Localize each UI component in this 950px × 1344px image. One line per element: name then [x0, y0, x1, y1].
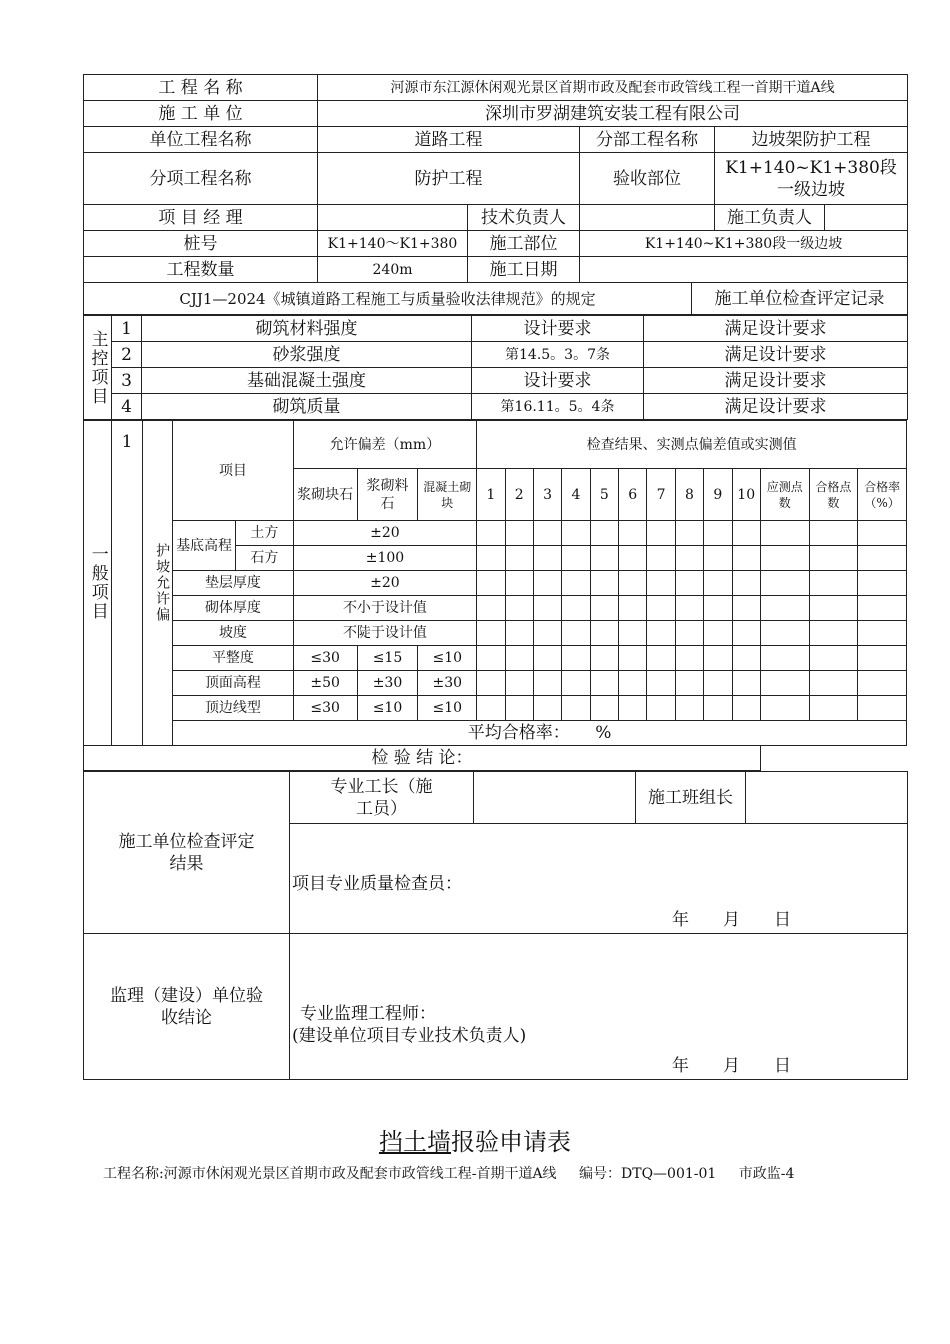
col-point: 1: [477, 469, 505, 521]
subitem: 防护工程: [318, 153, 580, 205]
col-rate: 合格率（%）: [858, 469, 907, 521]
row-tol-2: ±30: [357, 671, 418, 696]
mc-result: 满足设计要求: [644, 394, 908, 420]
mc-result: 满足设计要求: [644, 316, 908, 342]
row-group: 基底高程: [173, 521, 236, 571]
date-value[interactable]: [580, 257, 908, 283]
acceptance-part-label: 验收部位: [580, 153, 715, 205]
row-name: 砌体厚度: [173, 596, 294, 621]
row-tol-1: ≤30: [293, 646, 357, 671]
general-no: 1: [112, 421, 142, 746]
col-tolerance: 允许偏差（mm）: [293, 421, 476, 469]
pm-label: 项 目 经 理: [84, 205, 318, 231]
mc-no: 2: [112, 342, 142, 368]
mc-no: 3: [112, 368, 142, 394]
contractor: 深圳市罗湖建筑安装工程有限公司: [318, 101, 908, 127]
row-name: 土方: [235, 521, 293, 546]
row-tol-3: ≤10: [418, 646, 477, 671]
row-name: 顶面高程: [173, 671, 294, 696]
row-tol-1: ≤30: [293, 696, 357, 721]
station-label: 桩号: [84, 231, 318, 257]
col-point: 10: [732, 469, 760, 521]
col-point: 4: [562, 469, 590, 521]
form-title-rest: 报验申请表: [451, 1128, 571, 1156]
project-name-label: 工 程 名 称: [84, 75, 318, 101]
inspection-form: [83, 74, 907, 1080]
col-item: 项目: [173, 421, 294, 521]
foreman-label: 专业工长（施工员）: [290, 772, 474, 824]
col-point: 2: [505, 469, 533, 521]
main-control-label: 主控项目: [84, 316, 112, 420]
mc-no: 1: [112, 316, 142, 342]
record-label: 施工单位检查评定记录: [692, 283, 908, 315]
col-type-1: 浆砌块石: [293, 469, 357, 521]
form-title: [0, 1122, 950, 1157]
footer-number: 编号：DTQ—001-01: [579, 1166, 717, 1182]
mc-name: 砂浆强度: [142, 342, 472, 368]
supervision-area[interactable]: [290, 934, 908, 1080]
project-info-table: [83, 74, 908, 315]
date-line-2: 年 月 日: [672, 1056, 791, 1076]
row-name: 顶边线型: [173, 696, 294, 721]
col-point: 6: [619, 469, 647, 521]
row-name: 平整度: [173, 646, 294, 671]
contractor-label: 施 工 单 位: [84, 101, 318, 127]
quantity: 240m: [318, 257, 468, 283]
qc-inspector-label: 项目专业质量检查员：: [292, 874, 462, 894]
mc-result: 满足设计要求: [644, 368, 908, 394]
tech-lead-label: 技术负责人: [468, 205, 580, 231]
mc-name: 基础混凝土强度: [142, 368, 472, 394]
mc-name: 砌筑质量: [142, 394, 472, 420]
col-should: 应测点数: [760, 469, 809, 521]
standard-text: CJJ1—2024《城镇道路工程施工与质量验收法律规范》的规定: [84, 283, 692, 315]
mc-result: 满足设计要求: [644, 342, 908, 368]
date-line: 年 月 日: [672, 910, 791, 930]
mc-req: 设计要求: [472, 316, 644, 342]
mc-req: 设计要求: [472, 368, 644, 394]
contractor-eval-area[interactable]: [290, 824, 908, 934]
col-point: 9: [704, 469, 732, 521]
contractor-eval-label: [84, 772, 290, 934]
footer-project: 工程名称:河源市休闲观光景区首期市政及配套市政管线工程-首期干道A线: [103, 1166, 557, 1182]
col-point: 5: [590, 469, 618, 521]
mc-req: 第14.5。3。7条: [472, 342, 644, 368]
row-tolerance: ±20: [293, 521, 476, 546]
supervisor-label: 专业监理工程师：: [300, 1004, 436, 1024]
site-lead-value[interactable]: [825, 205, 908, 231]
tech-lead-value[interactable]: [580, 205, 715, 231]
mc-req: 第16.11。5。4条: [472, 394, 644, 420]
row-tolerance: 不小于设计值: [293, 596, 476, 621]
division: 边坡架防护工程: [715, 127, 908, 153]
row-name: 垫层厚度: [173, 571, 294, 596]
contractor-eval-text: 施工单位检查评定结果: [118, 831, 255, 874]
form-title-underlined: 挡土墙: [379, 1128, 451, 1156]
team-leader-label: 施工班组长: [636, 772, 746, 824]
inspection-conclusion: 检 验 结 论：: [84, 746, 761, 771]
general-items-table: [83, 420, 907, 771]
row-tol-3: ±30: [418, 671, 477, 696]
footer-form-code: 市政监-4: [738, 1166, 795, 1182]
row-tol-3: ≤10: [418, 696, 477, 721]
col-point: 3: [533, 469, 561, 521]
col-type-2: 浆砌料石: [357, 469, 418, 521]
work-part-label: 施工部位: [468, 231, 580, 257]
row-tol-2: ≤15: [357, 646, 418, 671]
col-results: 检查结果、实测点偏差值或实测值: [477, 421, 907, 469]
subitem-label: 分项工程名称: [84, 153, 318, 205]
team-leader-value[interactable]: [746, 772, 908, 824]
signoff-table: [83, 771, 908, 1080]
main-control-table: [83, 315, 908, 420]
row-tol-2: ≤10: [357, 696, 418, 721]
average-pass-rate: 平均合格率： %: [173, 721, 907, 746]
row-tolerance: ±100: [293, 546, 476, 571]
col-type-3: 混凝土砌块: [418, 469, 477, 521]
col-pass: 合格点数: [809, 469, 858, 521]
row-tol-1: ±50: [293, 671, 357, 696]
col-point: 8: [675, 469, 703, 521]
general-label: 一般项目: [84, 421, 112, 746]
row-name: 坡度: [173, 621, 294, 646]
general-sublabel: 护坡允许偏: [142, 421, 172, 746]
mc-name: 砌筑材料强度: [142, 316, 472, 342]
foreman-value[interactable]: [474, 772, 636, 824]
mc-no: 4: [112, 394, 142, 420]
pm-value[interactable]: [318, 205, 468, 231]
owner-tech-label: (建设单位项目专业技术负责人): [292, 1026, 527, 1046]
acceptance-part: K1+140~K1+380段一级边坡: [715, 153, 908, 205]
station: K1+140～K1+380: [318, 231, 468, 257]
footer-line: [103, 1163, 812, 1183]
work-part: K1+140~K1+380段一级边坡: [580, 231, 908, 257]
supervision-label: [84, 934, 290, 1080]
unit-project: 道路工程: [318, 127, 580, 153]
unit-project-label: 单位工程名称: [84, 127, 318, 153]
division-label: 分部工程名称: [580, 127, 715, 153]
project-name: 河源市东江源休闲观光景区首期市政及配套市政管线工程一首期干道A线: [318, 75, 908, 101]
quantity-label: 工程数量: [84, 257, 318, 283]
col-point: 7: [647, 469, 675, 521]
supervision-text: 监理（建设）单位验收结论: [110, 985, 263, 1028]
row-tolerance: ±20: [293, 571, 476, 596]
date-label: 施工日期: [468, 257, 580, 283]
row-name: 石方: [235, 546, 293, 571]
row-tolerance: 不陡于设计值: [293, 621, 476, 646]
site-lead-label: 施工负责人: [715, 205, 825, 231]
